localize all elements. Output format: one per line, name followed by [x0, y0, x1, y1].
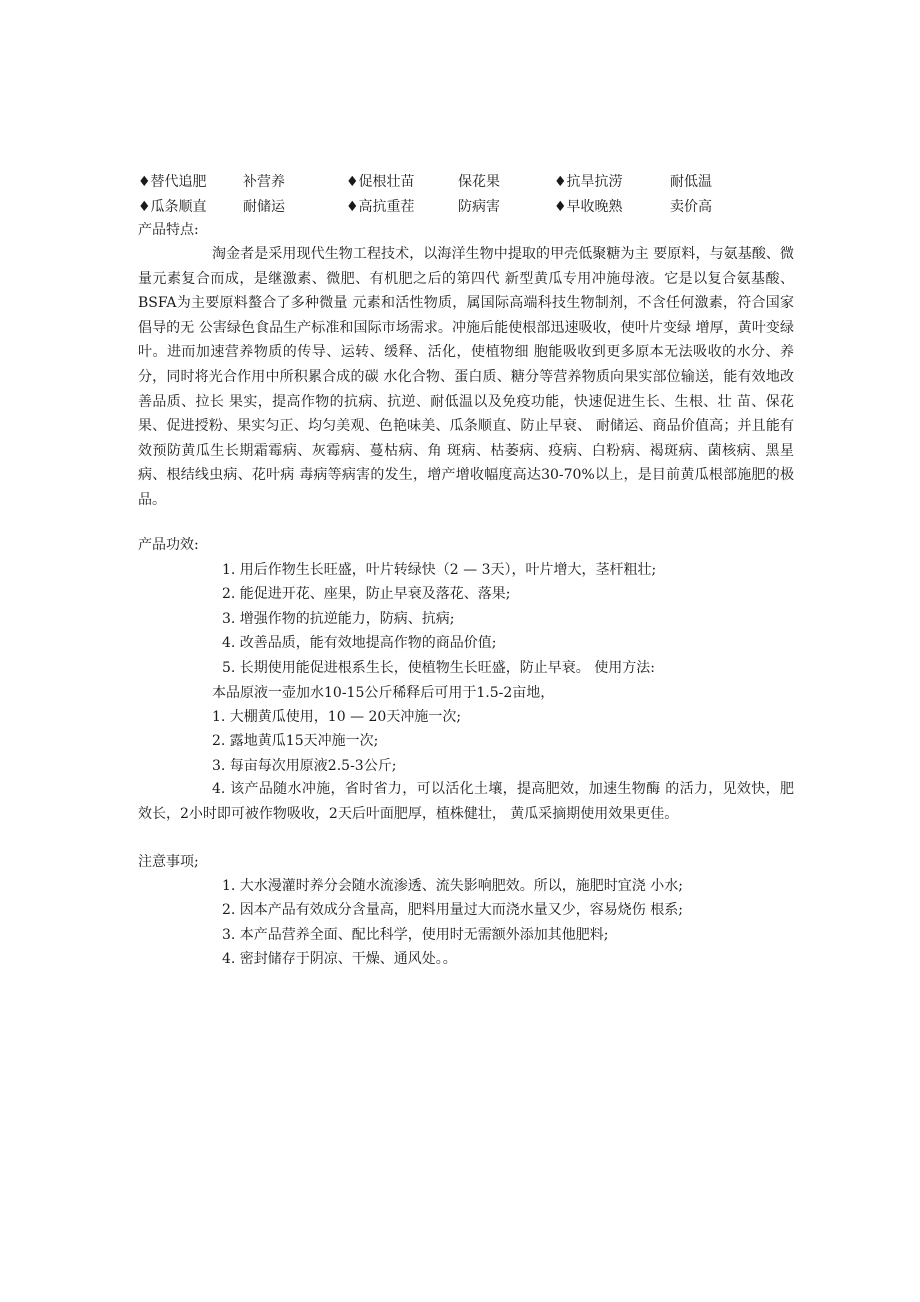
- effects-heading: 产品功效:: [138, 537, 199, 553]
- usage-item-4: 4. 该产品随水冲施，省时省力，可以活化土壤，提高肥效，加速生物酶 的活力，见效快，肥效长，2小时即可被作物吸收，2天后叶面肥厚，植株健壮， 黄瓜采摘期使用效果更佳。: [138, 781, 794, 822]
- effects-item: 5. 长期使用能促进根系生长，使植物生长旺盛，防止早衰。 使用方法:: [222, 660, 655, 676]
- feature-item: 耐储运: [243, 199, 285, 215]
- features-row-2: [138, 196, 798, 218]
- notes-item: 3. 本产品营养全面、配比科学，使用时无需额外添加其他肥料;: [222, 927, 609, 943]
- traits-heading: 产品特点:: [138, 222, 199, 238]
- usage-item: 2. 露地黄瓜15天冲施一次;: [212, 733, 379, 749]
- usage-intro: 本品原液一壶加水10-15公斤稀释后可用于1.5-2亩地，: [212, 685, 555, 701]
- feature-item: ♦高抗重茬: [346, 199, 415, 215]
- traits-paragraph: 淘金者是采用现代生物工程技术，以海洋生物中提取的甲壳低聚糖为主 要原料，与氨基酸、微量元素复合而成，是继激素、微肥、有机肥之后的第四代 新型黄瓜专用冲施母液。它是以复合氨基酸、BSFA为主要原料螯合了多种微量 元素和活性物质，属国际高端科技生物制剂，不含任何激素，符合国家倡导的无 公害绿色食品生产标准和国际市场需求。冲施后能使根部迅速吸收，使叶片变绿 增厚，黄叶变绿叶。进而加速营养物质的传导、运转、缓释、活化，使植物细 胞能吸收到更多原本无法吸收的水分、养分，同时将光合作用中所积累合成的碳 水化合物、蛋白质、糖分等营养物质向果实部位输送，能有效地改善品质、拉长 果实，提高作物的抗病、抗逆、耐低温以及免疫功能，快速促进生长、生根、壮 苗、保花果、促进授粉、果实匀正、均匀美观、色艳味美、瓜条顺直、防止早衰、 耐储运、商品价值高；并且能有效预防黄瓜生长期霜霉病、灰霉病、蔓枯病、角 斑病、枯萎病、疫病、白粉病、褐斑病、菌核病、黑星病、根结线虫病、花叶病 毒病等病害的发生，增产增收幅度高达30-70%以上，是目前黄瓜根部施肥的极 品。: [138, 246, 794, 508]
- effects-item: 4. 改善品质，能有效地提高作物的商品价值;: [222, 635, 497, 651]
- feature-item: ♦早收晚熟: [554, 199, 623, 215]
- features-row-1: [138, 171, 798, 193]
- notes-item: 1. 大水漫灌时养分会随水流渗透、流失影响肥效。所以，施肥时宜浇 小水;: [222, 878, 683, 894]
- notes-item: 2. 因本产品有效成分含量高，肥料用量过大而浇水量又少，容易烧伤 根系;: [222, 902, 683, 918]
- effects-item: 3. 增强作物的抗逆能力，防病、抗病;: [222, 611, 455, 627]
- feature-item: 防病害: [458, 199, 500, 215]
- feature-item: 耐低温: [670, 174, 712, 190]
- effects-item: 2. 能促进开花、座果，防止早衰及落花、落果;: [222, 586, 511, 602]
- usage-item: 1. 大棚黄瓜使用，10 — 20天冲施一次;: [212, 709, 462, 725]
- effects-item: 1. 用后作物生长旺盛，叶片转绿快（2 — 3天），叶片增大，茎杆粗壮;: [222, 562, 657, 578]
- feature-item: ♦抗旱抗涝: [554, 174, 623, 190]
- notes-item: 4. 密封储存于阴凉、干燥、通风处。。: [222, 951, 457, 967]
- feature-item: 卖价高: [670, 199, 712, 215]
- usage-item: 3. 每亩每次用原液2.5-3公斤;: [212, 758, 397, 774]
- feature-item: 保花果: [458, 174, 500, 190]
- notes-heading: 注意事项;: [138, 854, 199, 870]
- feature-item: 补营养: [243, 174, 285, 190]
- feature-item: ♦替代追肥: [138, 174, 207, 190]
- feature-item: ♦促根壮苗: [346, 174, 415, 190]
- feature-item: ♦瓜条顺直: [138, 199, 207, 215]
